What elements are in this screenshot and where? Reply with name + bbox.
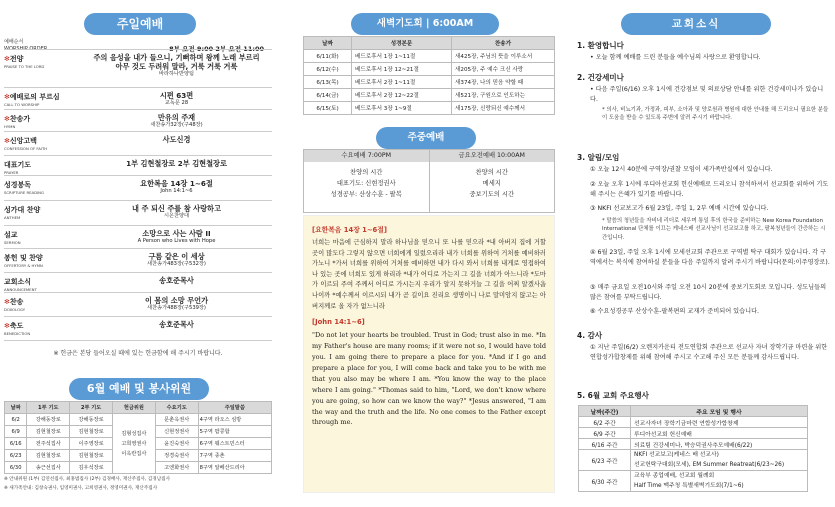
star-icon: ✻ <box>4 55 10 63</box>
order-item-label: ✻찬송가 HYMN <box>4 115 31 129</box>
table-row: 6/16 전주석집사 이주영장로 윤진숙권사 6구역 웨스트민스터 <box>5 438 272 450</box>
scripture-ref-ko: [요한복음 14장 1~6절] <box>312 226 387 234</box>
news-notice-2: ② 오늘 오후 1시에 루디아선교회 헌신예배로 드리오니 참석하셔서 선교회를 위하여 기도해 주시는 은혜가 있기를 바랍니다. <box>590 181 829 198</box>
table-row: 6/15(토) 베드로후서 3장 1~9절 새175장, 신랑되신 예수께서 <box>304 102 555 115</box>
order-item-content: 만유의 주재 새찬송가32장(구48장) <box>150 113 203 128</box>
middle-column <box>301 0 556 507</box>
scripture-box <box>303 215 555 493</box>
order-item-label: ✻예배로의 부르심 CALL TO WORSHIP <box>4 93 60 107</box>
wed-header: 수요예배 7:00PM <box>341 152 392 159</box>
dawn-title: 새벽기도회 | 6:00AM <box>351 13 499 35</box>
events-table: 날짜(주간) 주요 모임 및 행사 6/2 주간 선교사자녀 장학기금마련 연합성가합창제 6/9 주간 루디아선교회 헌신예배 6/16 주간 의료팀 건강세미나, 박승덕권사추모예배(6/22) 6/23 주간 NKFI 선교보고(케네스 배 선교사) 선교헌탁구대회(모세), EM Summer Reatreat(6/23~26) 6/30 주간 교육부 종업예배, 선교회 월례회 Half Time 맥주청 특별새벽기도회(7/1~6) <box>578 405 808 492</box>
table-row: 6/12(수) 베드로후서 1장 12~21절 새205장, 주 예수 크신 사랑 <box>304 63 555 76</box>
order-item-content: 사도신경 <box>162 135 191 144</box>
news-column <box>576 0 831 507</box>
order-item-content: 요한복음 14장 1~6절 John 14:1~6 <box>140 179 213 194</box>
order-item-label: 대표기도 PRAYER <box>4 161 32 175</box>
news-events-heading: 5. 6월 교회 주요행사 <box>577 391 649 400</box>
table-row: 6/9 주간 루디아선교회 헌신예배 <box>579 428 808 439</box>
news-health-heading: 2. 건강세미나 <box>577 73 624 82</box>
order-item-content: 주의 음성을 내가 들으니, 기뻐하며 왕께 노래 부르리 아무 것도 두려워 말라, 거룩 거룩 거룩 바라하나반양팀 <box>93 53 260 77</box>
news-welcome-text: • 오늘 함께 예배를 드린 분들을 예수님의 사랑으로 환영합니다. <box>590 54 761 61</box>
th-date: 날짜 <box>5 402 27 414</box>
th-sunday-word: 주일말씀 <box>198 402 271 414</box>
news-health-text: • 다음 주일(6/16) 오후 1시에 건강점보 및 의료상담 안내를 위한 건강세미나가 있습니다. <box>590 86 824 103</box>
scripture-text-ko: 너희는 마음에 근심하지 말라 하나님을 믿으니 또 나를 믿으라 *내 아버지 집에 거할 곳이 많도다 그렇지 않으면 너희에게 일렀으리라 내가 너희를 위하여 거처를 예비하러 가노니 *가서 너희를 위하여 거처를 예비하면 내가 다시 와서 너희를 내게로 영접하여 나 있는 곳에 너희도 있게 하리라 *내가 어디로 가는지 그 길을 너희가 아느니라 *도마가 이르되 주여 주께서 어디로 가시는지 우리가 알지 못하거늘 그 길을 어찌 알겠사옵나이까 *예수께서 이르시되 내가 곧 길이요 진리요 생명이니 나로 말미암지 않고는 아버지께로 올 자가 없느니라 <box>312 239 546 310</box>
order-divider <box>4 340 272 341</box>
worship-order-label: 예배순서 WORSHIP ORDER <box>4 39 48 52</box>
table-row: 6/23 주간 NKFI 선교보고(케네스 배 선교사) 선교헌탁구대회(모세), EM Summer Reatreat(6/23~26) <box>579 450 808 471</box>
th-prayer1: 1부 기도 <box>27 402 70 414</box>
order-divider <box>4 316 272 317</box>
midweek-box <box>303 149 555 213</box>
table-row: 6/23 김현철장로 김현철장로 정경숙권사 7구역 종촌 <box>5 450 272 462</box>
star-icon: ✻ <box>4 137 10 145</box>
news-notice-6: ⑥ 수요성경공부 산상수훈-팔복편의 교재가 준비되어 있습니다. <box>590 308 760 315</box>
order-divider <box>4 225 272 226</box>
wed-details: 찬양의 시간 대표기도: 신현정권사 성경공부: 산상수훈 - 팔복 <box>330 169 402 198</box>
order-divider <box>4 131 272 132</box>
table-row: 6/2 강해동장로 강해동장로 김형성집사 고희영권사 이옥란집사 문춘옥권사 4구역 라오스 심방 <box>5 414 272 426</box>
news-notice-1: ① 오늘 12시 40분에 구역장/권찰 모임이 세가족반실에서 있습니다. <box>590 166 773 173</box>
newcomer-note: ※ 새가족안내: 김창숙권사, 임영미권사, 고희영권사, 정영미권사, 재산주집사 <box>4 486 158 491</box>
news-thanks-heading: 4. 감사 <box>577 331 603 340</box>
order-item-content: 구름 같은 이 세상 새찬송가483장(구532장) <box>147 252 206 267</box>
news-welcome-heading: 1. 환영합니다 <box>577 41 624 50</box>
order-divider <box>4 272 272 273</box>
scripture-ref-en: [John 14:1~6] <box>312 318 365 327</box>
news-health-sub: * 의사, 비뇨기과, 가정과, 피부, 소아과 및 양로원과 병원에 대한 안내를 해 드리오니 필요한 분들이 도움을 받을 수 있도록 주변에 알려 주시기 바랍니다. <box>602 107 829 122</box>
order-divider <box>4 292 272 293</box>
order-item-content: 내 주 되신 주를 참 사랑하고 시온찬양대 <box>132 204 221 219</box>
order-item-content: 송호준목사 <box>159 320 194 329</box>
news-notice-3-sub: * 말씀의 청년들을 자비네 리더로 세우며 통일 후의 한국을 준비하는 New Korea Foundation International 단체를 이끄는 케네스배 선교사님이 선교보고를 하고, 팔복청년들이 간증하는 시간입니다. <box>602 218 826 241</box>
offering-note: ※ 헌금은 본당 들어오실 때에 있는 헌금함에 해 주시기 바랍니다. <box>53 350 223 357</box>
table-row: 6/13(목) 베드로후서 2장 1~11절 새374장, 나의 믿음 약할 때 <box>304 76 555 89</box>
order-divider <box>4 87 272 88</box>
order-item-label: ✻찬송 DOXOLOGY <box>4 298 26 312</box>
scripture-text-en: "Do not let your hearts be troubled. Trust in God; trust also in me. *In my Father's house are many rooms; if it were not so, I would have told you. I am going there to prepare a place for you. *And if I go and prepare a place for you, I will come back and take you to be with me that you also may be where I am. *You know the way to the place where I am going." *Thomas said to him, "Lord, we don't know where you are going, so how can we know the way?" *Jesus answered, "I am the way and the truth and the life. No one comes to the Father except through me. <box>312 331 546 427</box>
table-row: 6/30 송근선집사 김우석장로 고엔화권사 8구역 알베산드리아 <box>5 462 272 474</box>
news-thanks-text: ① 지난 주일(6/2) 오렌지카운티 전도연합회 주관으로 선교사 자녀 장학기금 마련을 위한 연합성가합창제를 위해 참여해 주시고 수고해 주신 모든 분들께 감사드립니다. <box>590 344 828 361</box>
news-notice-3: ③ NKFI 선교보고가 6월 23일, 주일 1, 2부 예배 시간에 있습니다. <box>590 205 769 212</box>
order-item-label: 설교 SERMON <box>4 231 21 245</box>
th-prayer2: 2부 기도 <box>70 402 113 414</box>
news-notice-4: ④ 6월 23일, 주일 오후 1시에 모세선교회 주관으로 구역별 탁구 대회가 있습니다. 각 구역에서는 복식에 참여하실 분들을 다음 주일까지 알려 주시기 바랍니다(문의:이주영장로). <box>590 249 830 266</box>
order-item-label: ✻전양 PRAISE TO THE LORD <box>4 55 45 69</box>
news-notice-5: ⑤ 매주 금요일 오전10시와 주일 오전 10시 20분에 중보기도회로 모입니다. 성도님들의 많은 참여를 부탁드립니다. <box>590 284 827 301</box>
order-item-content: 송호준목사 <box>159 276 194 285</box>
order-divider <box>4 175 272 176</box>
sunday-column <box>4 0 272 507</box>
order-divider <box>4 109 272 110</box>
june-service-table <box>4 401 272 474</box>
table-row: 6/9 김현철장로 김현철장로 신현정권사 5구역 팝콩합 <box>5 426 272 438</box>
order-item-label: 교회소식 ANNOUNCEMENT <box>4 278 37 292</box>
sunday-title: 주일예배 <box>84 13 196 35</box>
news-title: 교회소식 <box>621 13 771 35</box>
order-item-label: 성가대 찬양 ANTHEM <box>4 206 41 220</box>
fri-details: 찬양의 시간 메세지 중보기도의 시간 <box>429 162 555 212</box>
news-notice-heading: 3. 알림/모임 <box>577 153 620 162</box>
fri-header: 금요오전예배 10:00AM <box>429 150 555 162</box>
table-row: 6/2 주간 선교사자녀 장학기금마련 연합성가합창제 <box>579 417 808 428</box>
june-service-title: 6월 예배 및 봉사위원 <box>69 378 209 400</box>
table-row: 6/30 주간 교육부 종업예배, 선교회 월례회 Half Time 맥주청 특별새벽기도회(7/1~6) <box>579 471 808 492</box>
offering-committee: 김형성집사 고희영권사 이옥란집사 <box>112 414 155 474</box>
order-divider <box>4 248 272 249</box>
service-times: 8부 오전 9:00 2부 오전 11:00 <box>169 45 264 53</box>
order-item-content: 1부 김현철장로 2부 김현철장로 <box>126 159 227 168</box>
order-divider <box>4 200 272 201</box>
table-row: 6/16 주간 의료팀 건강세미나, 박승덕권사추모예배(6/22) <box>579 439 808 450</box>
star-icon: ✻ <box>4 322 10 330</box>
th-wed-prayer: 수요기도 <box>155 402 198 414</box>
order-item-label: ✻신앙고백 CONFESSION OF FAITH <box>4 137 48 151</box>
order-divider <box>4 49 272 50</box>
dawn-table: 날짜 성경본문 찬송가 6/11(화) 베드로후서 1장 1~11절 새425장, 주님의 뜻을 이루소서 6/12(수) 베드로후서 1장 12~21절 새205장, 주 예수 크신 사랑 6/13(목) 베드로후서 2장 1~11절 새374장, 나의 믿음 약할 때 6/14(금) 베드로후서 2장 12~22절 새521장, 구원으로 인도하는 6/15(토) 베드로후서 3장 1~9절 새175장, 신랑되신 예수께서 <box>303 36 555 115</box>
order-item-content: 시편 63편 교독문 28 <box>159 91 194 106</box>
th-offering: 헌금위원 <box>112 402 155 414</box>
table-row: 6/14(금) 베드로후서 2장 12~22절 새521장, 구원으로 인도하는 <box>304 89 555 102</box>
star-icon: ✻ <box>4 298 10 306</box>
order-item-label: 성경봉독 SCRIPTURE READING <box>4 181 44 195</box>
star-icon: ✻ <box>4 93 10 101</box>
order-item-content: 이 몸의 소망 무언가 새찬송가488장(구539장) <box>144 296 209 311</box>
usher-note: ※ 안내위원 (1부) 김연선집사, 최홍범집사 (2부) 김경배사, 재산주집사, 김경남집사 <box>4 477 171 482</box>
midweek-title: 주중예배 <box>376 127 476 149</box>
order-item-label: ✻축도 BENEDICTION <box>4 322 31 336</box>
order-item-label: 봉헌 및 찬양 OFFERTORY & HYMN <box>4 254 43 268</box>
order-item-content: 소망으로 사는 사람 II A Person who Lives with Hope <box>137 229 216 244</box>
table-row: 6/11(화) 베드로후서 1장 1~11절 새425장, 주님의 뜻을 이루소서 <box>304 50 555 63</box>
order-divider <box>4 155 272 156</box>
star-icon: ✻ <box>4 115 10 123</box>
